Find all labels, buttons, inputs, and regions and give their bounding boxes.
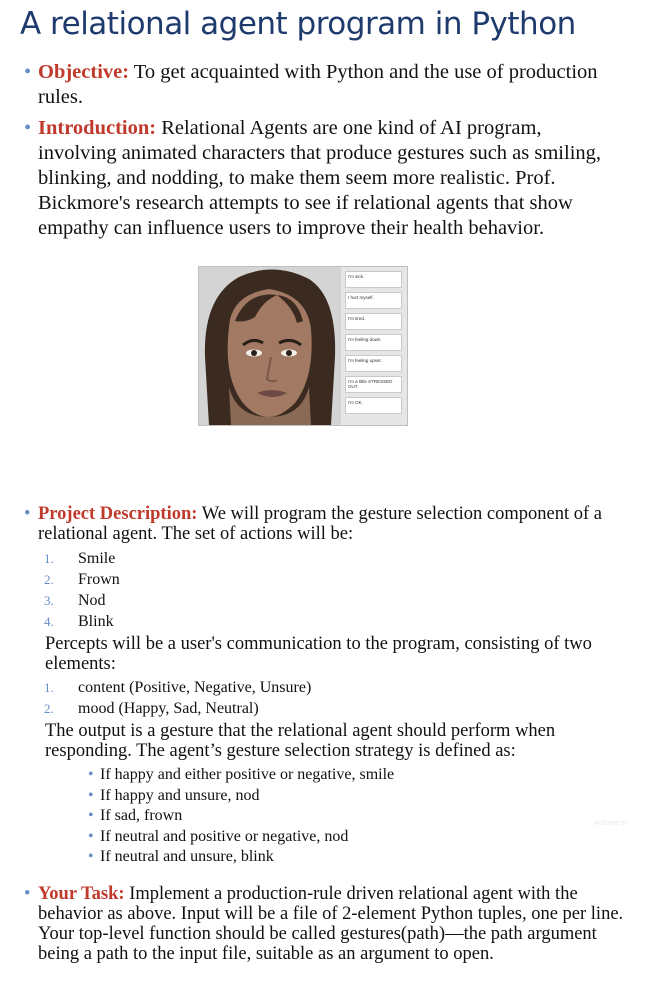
response-menu [341,267,407,425]
list-item: 4. Blink [44,613,114,630]
project-bullet [24,504,636,544]
list-item: 1. Smile [44,550,116,567]
rule-item: • If neutral and positive or negative, nod [88,827,636,848]
introduction-bullet [24,116,624,241]
bullet-icon: • [24,61,32,83]
percepts-text: Percepts will be a user's communication to the program, consisting of two elements: [45,634,592,674]
list-item: 2. mood (Happy, Sad, Neutral) [44,700,259,717]
bullet-icon: • [24,117,32,139]
rule-item: • If happy and either positive or negative, smile [88,765,636,786]
introduction-label: Introduction: [38,117,157,139]
objective-label: Objective: [38,61,130,83]
task-section [24,884,636,964]
menu-option-down[interactable]: I'm feeling down. [345,334,402,351]
bullet-icon: • [88,766,94,783]
introduction-text: Relational Agents are one kind of AI program, involving animated characters that produce gestures such as smiling, blinking, and nodding, to make them seem more realistic. Prof. Bickmore's research attempts to see if relational agents that show empathy can influence users to improve their health behavior. [38,117,602,239]
page-title: A relational agent program in Python [20,6,576,42]
list-item: 2. Frown [44,571,120,588]
menu-option-upset[interactable]: I'm feeling upset. [345,355,402,372]
rule-item: • If neutral and unsure, blink [88,847,636,868]
output-text: The output is a gesture that the relational agent should perform when responding. The agent’s gesture selection strategy is defined as: [45,721,556,761]
introduction-section [24,116,624,241]
rule-item: • If happy and unsure, nod [88,786,636,807]
list-item: 3. Nod [44,592,106,609]
task-bullet [24,884,636,964]
agent-face-image [199,267,341,425]
menu-option-tired[interactable]: I'm tired. [345,313,402,330]
relational-agent-figure [198,266,408,426]
bullet-icon: • [24,504,31,524]
project-label: Project Description: [38,504,198,524]
agent-face-drawing [199,267,341,425]
project-text: We will program the gesture selection component of a relational agent. The set of actions will be: [38,504,602,544]
objective-text: To get acquainted with Python and the use of production rules. [38,61,598,108]
bullet-icon: • [88,848,94,865]
task-label: Your Task: [38,884,125,904]
rules-list [88,765,636,868]
menu-option-stressed[interactable]: I'm a little STRESSED OUT. [345,376,402,393]
rule-item: • If sad, frown [88,806,636,827]
objective-section [24,60,624,110]
project-section [24,504,636,868]
bullet-icon: • [88,786,94,804]
percepts-list [44,677,636,719]
bullet-icon: • [24,884,31,904]
bullet-icon: • [88,827,94,845]
list-item: 1. content (Positive, Negative, Unsure) [44,679,312,696]
activation-watermark: Activate W [594,820,628,827]
task-text: Implement a production-rule driven relational agent with the behavior as above. Input will be a file of 2-element Python tuples, one per line. Your top-level function should be called gestures(path)—the path argument being a path to the input file, suitable as an argument to open. [38,884,624,964]
menu-option-ok[interactable]: I'm OK. [345,397,402,414]
objective-bullet [24,60,624,110]
actions-list [44,548,636,632]
menu-option-sick[interactable]: I'm sick. [345,271,402,288]
menu-option-hurt[interactable]: I hurt myself. [345,292,402,309]
bullet-icon: • [88,807,94,824]
